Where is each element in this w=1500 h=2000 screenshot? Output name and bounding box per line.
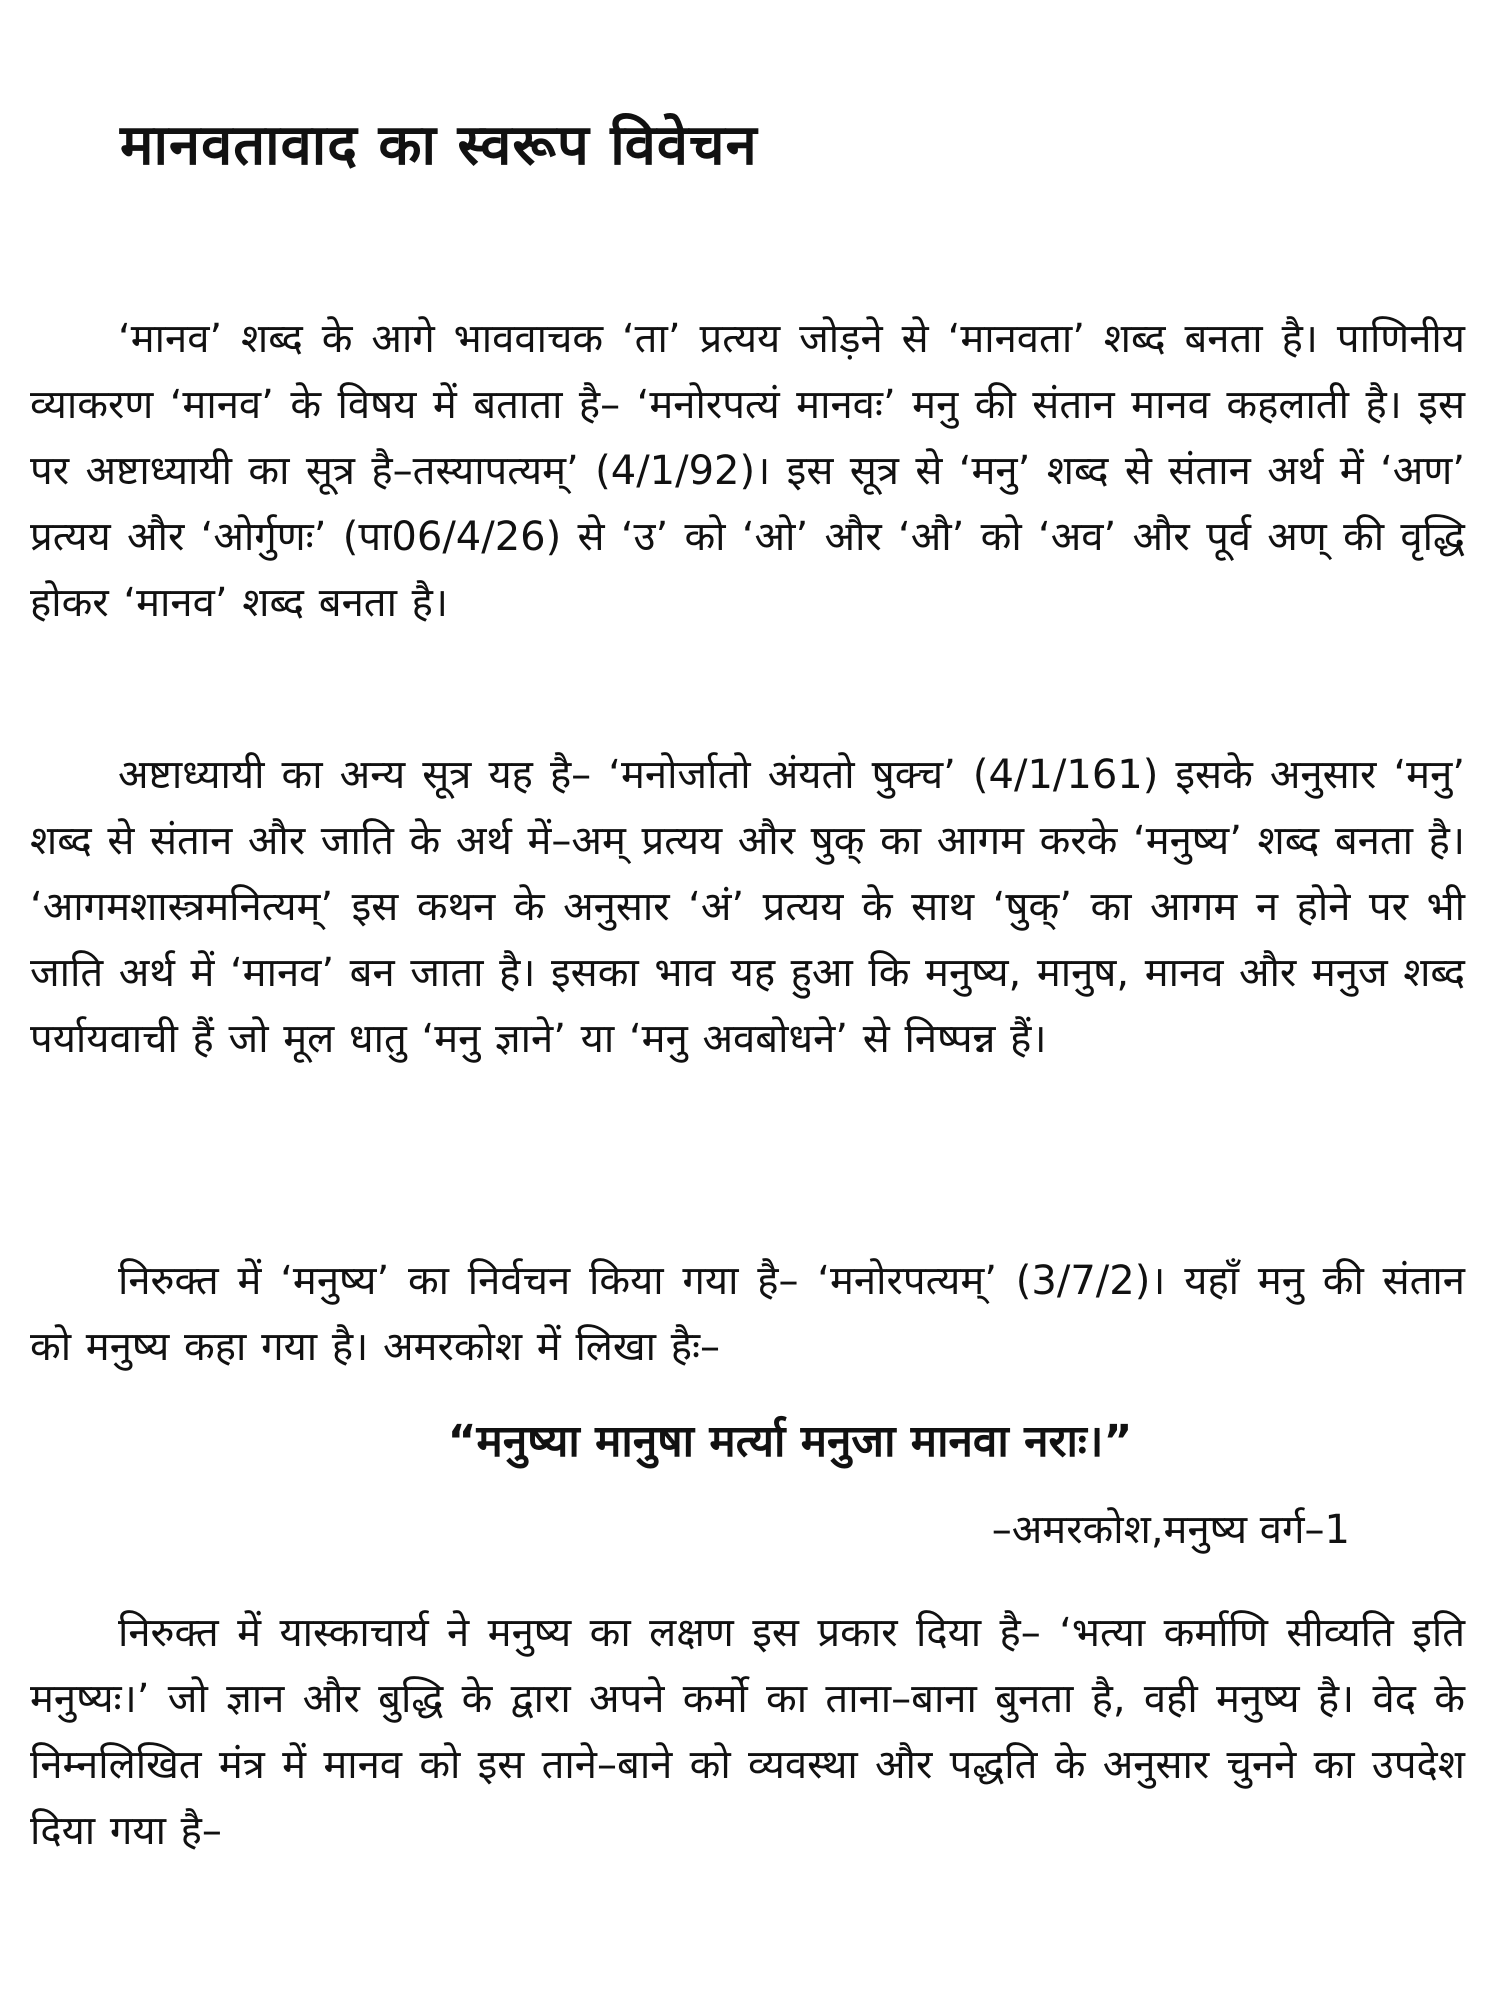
paragraph-3: निरुक्त में ‘मनुष्य’ का निर्वचन किया गया है– ‘मनोरपत्यम्’ (3/7/2)। यहाँ मनु की संतान को मनुष्य कहा गया है। अमरकोश में लिखा हैः– [30,1258,1465,1370]
sanskrit-quote: “मनुष्या मानुषा मर्त्या मनुजा मानवा नराः।” [447,1416,1133,1467]
paragraph-4: निरुक्त में यास्काचार्य ने मनुष्य का लक्षण इस प्रकार दिया है– ‘भत्या कर्माणि सीव्यति इति मनुष्यः।’ जो ज्ञान और बुद्धि के द्वारा अपने कर्मो का ताना–बाना बुनता है, वही मनुष्य है। वेद के निम्नलिखित मंत्र में मानव को इस ताने–बाने को व्यवस्था और पद्धति के अनुसार चुनने का उपदेश दिया गया है– [30,1610,1465,1854]
page-title: मानवतावाद का स्वरूप विवेचन [120,113,758,178]
paragraph-1: ‘मानव’ शब्द के आगे भाववाचक ‘ता’ प्रत्यय जोड़ने से ‘मानवता’ शब्द बनता है। पाणिनीय व्याकरण ‘मानव’ के विषय में बताता है– ‘मनोरपत्यं मानवः’ मनु की संतान मानव कहलाती है। इस पर अष्टाध्यायी का सूत्र है–तस्यापत्यम्’ (4/1/92)। इस सूत्र से ‘मनु’ शब्द से संतान अर्थ में ‘अण’ प्रत्यय और ‘ओर्गुणः’ (पा06/4/26) से ‘उ’ को ‘ओ’ और ‘औ’ को ‘अव’ और पूर्व अण् की वृद्धि होकर ‘मानव’ शब्द बनता है। [30,316,1465,626]
paragraph-2: अष्टाध्यायी का अन्य सूत्र यह है– ‘मनोर्जातो अंयतो षुक्च’ (4/1/161) इसके अनुसार ‘मनु’ शब्द से संतान और जाति के अर्थ में–अम् प्रत्यय और षुक् का आगम करके ‘मनुष्य’ शब्द बनता है। ‘आगमशास्त्रमनित्यम्’ इस कथन के अनुसार ‘अं’ प्रत्यय के साथ ‘षुक्’ का आगम न होने पर भी जाति अर्थ में ‘मानव’ बन जाता है। इसका भाव यह हुआ कि मनुष्य, मानुष, मानव और मनुज शब्द पर्यायवाची हैं जो मूल धातु ‘मनु ज्ञाने’ या ‘मनु अवबोधने’ से निष्पन्न हैं। [30,752,1465,1062]
quote-citation: –अमरकोश,मनुष्य वर्ग–1 [991,1507,1350,1553]
